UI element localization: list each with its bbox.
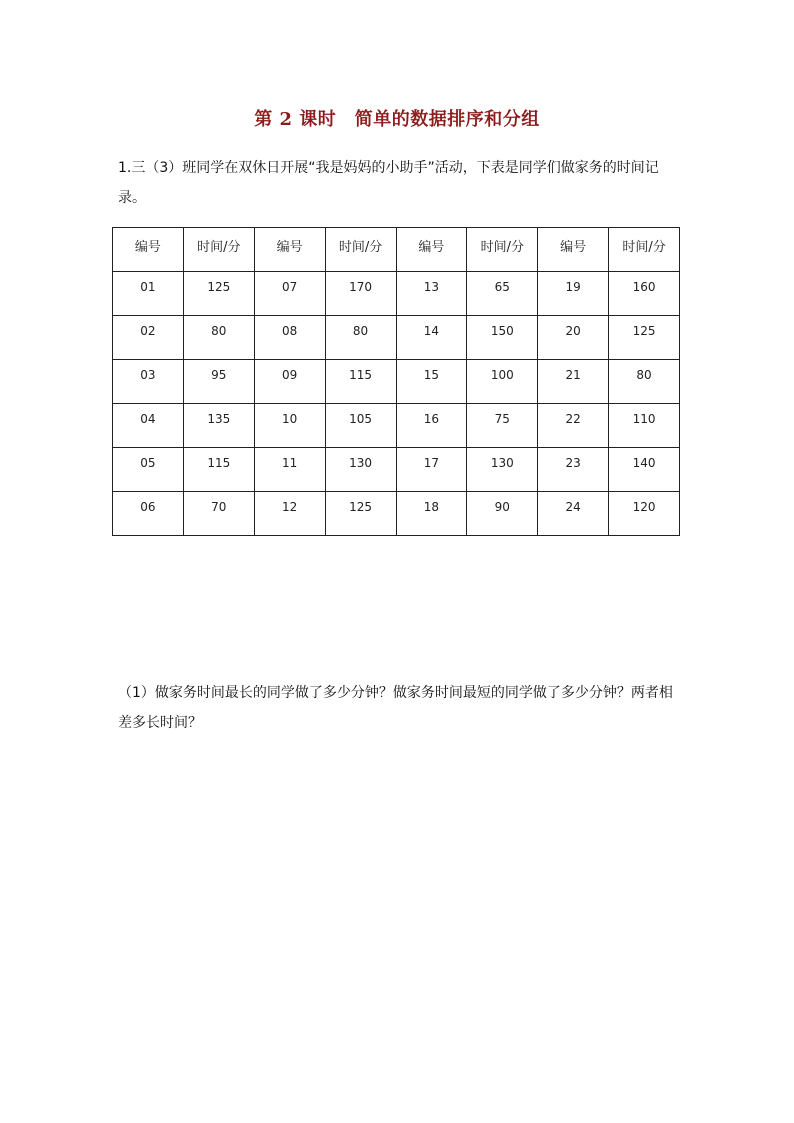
- table-row: [113, 448, 680, 492]
- header-time-2: 时间/分: [325, 228, 396, 272]
- table-cell: 10: [254, 404, 325, 448]
- table-cell: 23: [538, 448, 609, 492]
- table-cell: 18: [396, 492, 467, 536]
- table-cell: 120: [609, 492, 680, 536]
- table-row: [113, 360, 680, 404]
- table-cell: 09: [254, 360, 325, 404]
- table-cell: 22: [538, 404, 609, 448]
- table-cell: 14: [396, 316, 467, 360]
- header-time-3: 时间/分: [467, 228, 538, 272]
- table-row: [113, 404, 680, 448]
- table-cell: 100: [467, 360, 538, 404]
- table-cell: 21: [538, 360, 609, 404]
- table-cell: 105: [325, 404, 396, 448]
- table-cell: 130: [325, 448, 396, 492]
- table-cell: 19: [538, 272, 609, 316]
- table-header-row: [113, 228, 680, 272]
- table-cell: 125: [609, 316, 680, 360]
- header-time-4: 时间/分: [609, 228, 680, 272]
- table-cell: 140: [609, 448, 680, 492]
- table-cell: 110: [609, 404, 680, 448]
- header-id-2: 编号: [254, 228, 325, 272]
- table-cell: 07: [254, 272, 325, 316]
- table-cell: 70: [183, 492, 254, 536]
- table-cell: 160: [609, 272, 680, 316]
- table-cell: 80: [609, 360, 680, 404]
- table-cell: 170: [325, 272, 396, 316]
- table-cell: 80: [325, 316, 396, 360]
- table-cell: 65: [467, 272, 538, 316]
- table-cell: 24: [538, 492, 609, 536]
- question-1-part-1-text: （1）做家务时间最长的同学做了多少分钟？做家务时间最短的同学做了多少分钟？两者相差多长时间？: [118, 685, 673, 731]
- page-title: 第 2 课时 简单的数据排序和分组: [254, 109, 540, 130]
- table-cell: 13: [396, 272, 467, 316]
- table-cell: 05: [113, 448, 184, 492]
- table-cell: 12: [254, 492, 325, 536]
- table-cell: 15: [396, 360, 467, 404]
- table-cell: 01: [113, 272, 184, 316]
- table-row: [113, 316, 680, 360]
- table-cell: 150: [467, 316, 538, 360]
- table-cell: 17: [396, 448, 467, 492]
- table-row: [113, 492, 680, 536]
- table-cell: 135: [183, 404, 254, 448]
- table-cell: 90: [467, 492, 538, 536]
- table-cell: 16: [396, 404, 467, 448]
- table-cell: 115: [183, 448, 254, 492]
- header-id-4: 编号: [538, 228, 609, 272]
- table-cell: 03: [113, 360, 184, 404]
- table-cell: 125: [183, 272, 254, 316]
- table-cell: 80: [183, 316, 254, 360]
- table-cell: 20: [538, 316, 609, 360]
- table-cell: 130: [467, 448, 538, 492]
- table-row: [113, 272, 680, 316]
- housework-time-table: [112, 227, 680, 536]
- table-cell: 125: [325, 492, 396, 536]
- header-id-3: 编号: [396, 228, 467, 272]
- table-cell: 02: [113, 316, 184, 360]
- table-cell: 11: [254, 448, 325, 492]
- table-cell: 06: [113, 492, 184, 536]
- table-cell: 75: [467, 404, 538, 448]
- table-cell: 115: [325, 360, 396, 404]
- table-cell: 08: [254, 316, 325, 360]
- header-time-1: 时间/分: [183, 228, 254, 272]
- table-cell: 04: [113, 404, 184, 448]
- header-id-1: 编号: [113, 228, 184, 272]
- question-1-text: 1.三（3）班同学在双休日开展“我是妈妈的小助手”活动，下表是同学们做家务的时间记录。: [118, 160, 659, 206]
- table-cell: 95: [183, 360, 254, 404]
